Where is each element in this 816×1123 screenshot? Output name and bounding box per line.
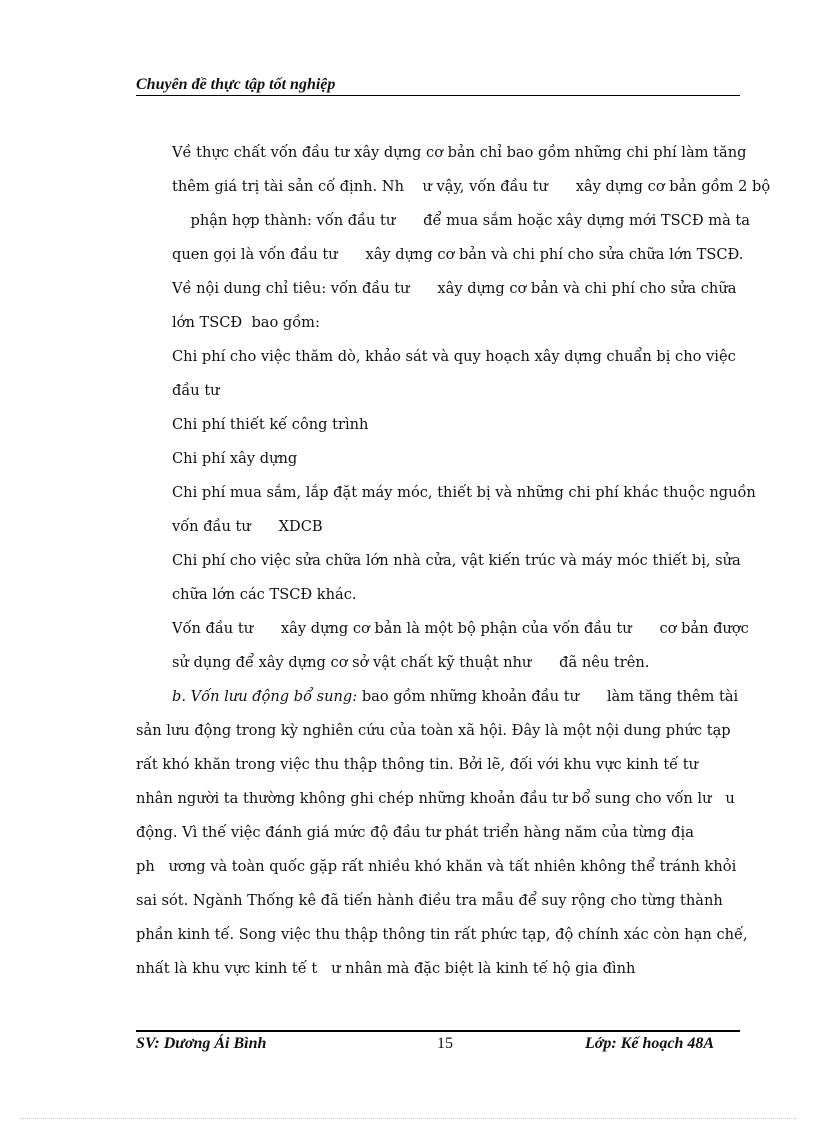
section-lead: b. Vốn lưu động bổ sung: — [172, 688, 358, 705]
text-line: ph ương và toàn quốc gặp rất nhiều khó khăn và tất nhiên không thể tránh khỏi — [136, 858, 737, 875]
text-line: Chi phí xây dựng — [172, 450, 298, 467]
paragraph — [136, 442, 740, 476]
text-line: phận hợp thành: vốn đầu tư để mua sắm hoặc xây dựng mới TSCĐ mà ta — [172, 212, 750, 229]
text-line: Vốn đầu tư xây dựng cơ bản là một bộ phận của vốn đầu tư cơ bản được — [172, 620, 749, 637]
page-number: 15 — [437, 1035, 453, 1052]
text-line: rất khó khăn trong việc thu thập thông tin. Bởi lẽ, đối với khu vực kinh tế tư — [136, 756, 699, 773]
document-body — [136, 136, 771, 986]
text-fragment: bao gồm những khoản đầu tư làm tăng thêm tài — [357, 688, 739, 705]
text-line: vốn đầu tư XDCB — [172, 518, 323, 535]
text-line — [136, 680, 740, 714]
text-line: thêm giá trị tài sản cố định. Nh ư vậy, vốn đầu tư xây dựng cơ bản gồm 2 bộ — [172, 178, 771, 195]
paragraph — [136, 272, 740, 340]
text-line: phần kinh tế. Song việc thu thập thông tin rất phức tạp, độ chính xác còn hạn chế, — [136, 926, 748, 943]
text-line: Về nội dung chỉ tiêu: vốn đầu tư xây dựng cơ bản và chi phí cho sửa chữa — [172, 280, 737, 297]
paragraph — [136, 612, 749, 680]
text-line: Chi phí thiết kế công trình — [172, 416, 369, 433]
footer-divider — [136, 1030, 740, 1032]
text-line: nhất là khu vực kinh tế t ư nhân mà đặc biệt là kinh tế hộ gia đình — [136, 960, 636, 977]
paragraph — [136, 544, 740, 612]
text-line: chữa lớn các TSCĐ khác. — [172, 586, 357, 603]
text-line: đầu tư — [172, 382, 220, 399]
text-line: Về thực chất vốn đầu tư xây dựng cơ bản chỉ bao gồm những chi phí làm tăng — [172, 144, 747, 161]
footer-class-label: Lớp: Kế hoạch 48A — [585, 1035, 715, 1052]
text-line: quen gọi là vốn đầu tư xây dựng cơ bản và chi phí cho sửa chữa lớn TSCĐ. — [172, 246, 744, 263]
paragraph-supplement — [136, 680, 748, 986]
paragraph — [136, 476, 756, 544]
text-line: sử dụng để xây dựng cơ sở vật chất kỹ thuật như đã nêu trên. — [172, 654, 650, 671]
page-header-title: Chuyên đề thực tập tốt nghiệp — [136, 76, 336, 93]
paragraph — [136, 408, 740, 442]
footer-student-name: SV: Dương Ái Bình — [136, 1035, 267, 1052]
paragraph — [136, 340, 740, 408]
text-line: Chi phí mua sắm, lắp đặt máy móc, thiết bị và những chi phí khác thuộc nguồn — [172, 484, 756, 501]
text-line: lớn TSCĐ bao gồm: — [172, 314, 320, 331]
text-line: Chi phí cho việc sửa chữa lớn nhà cửa, vật kiến trúc và máy móc thiết bị, sửa — [172, 552, 741, 569]
text-line: sản lưu động trong kỳ nghiên cứu của toàn xã hội. Đây là một nội dung phức tạp — [136, 722, 731, 739]
page-bottom-edge — [20, 1118, 796, 1119]
text-line: Chi phí cho việc thăm dò, khảo sát và quy hoạch xây dựng chuẩn bị cho việc — [172, 348, 736, 365]
header-divider — [136, 95, 740, 96]
paragraph — [136, 136, 771, 272]
text-line: sai sót. Ngành Thống kê đã tiến hành điều tra mẫu để suy rộng cho từng thành — [136, 892, 723, 909]
text-line: động. Vì thế việc đánh giá mức độ đầu tư phát triển hàng năm của từng địa — [136, 824, 694, 841]
text-line: nhân người ta thường không ghi chép những khoản đầu tư bổ sung cho vốn lư u — [136, 790, 735, 807]
